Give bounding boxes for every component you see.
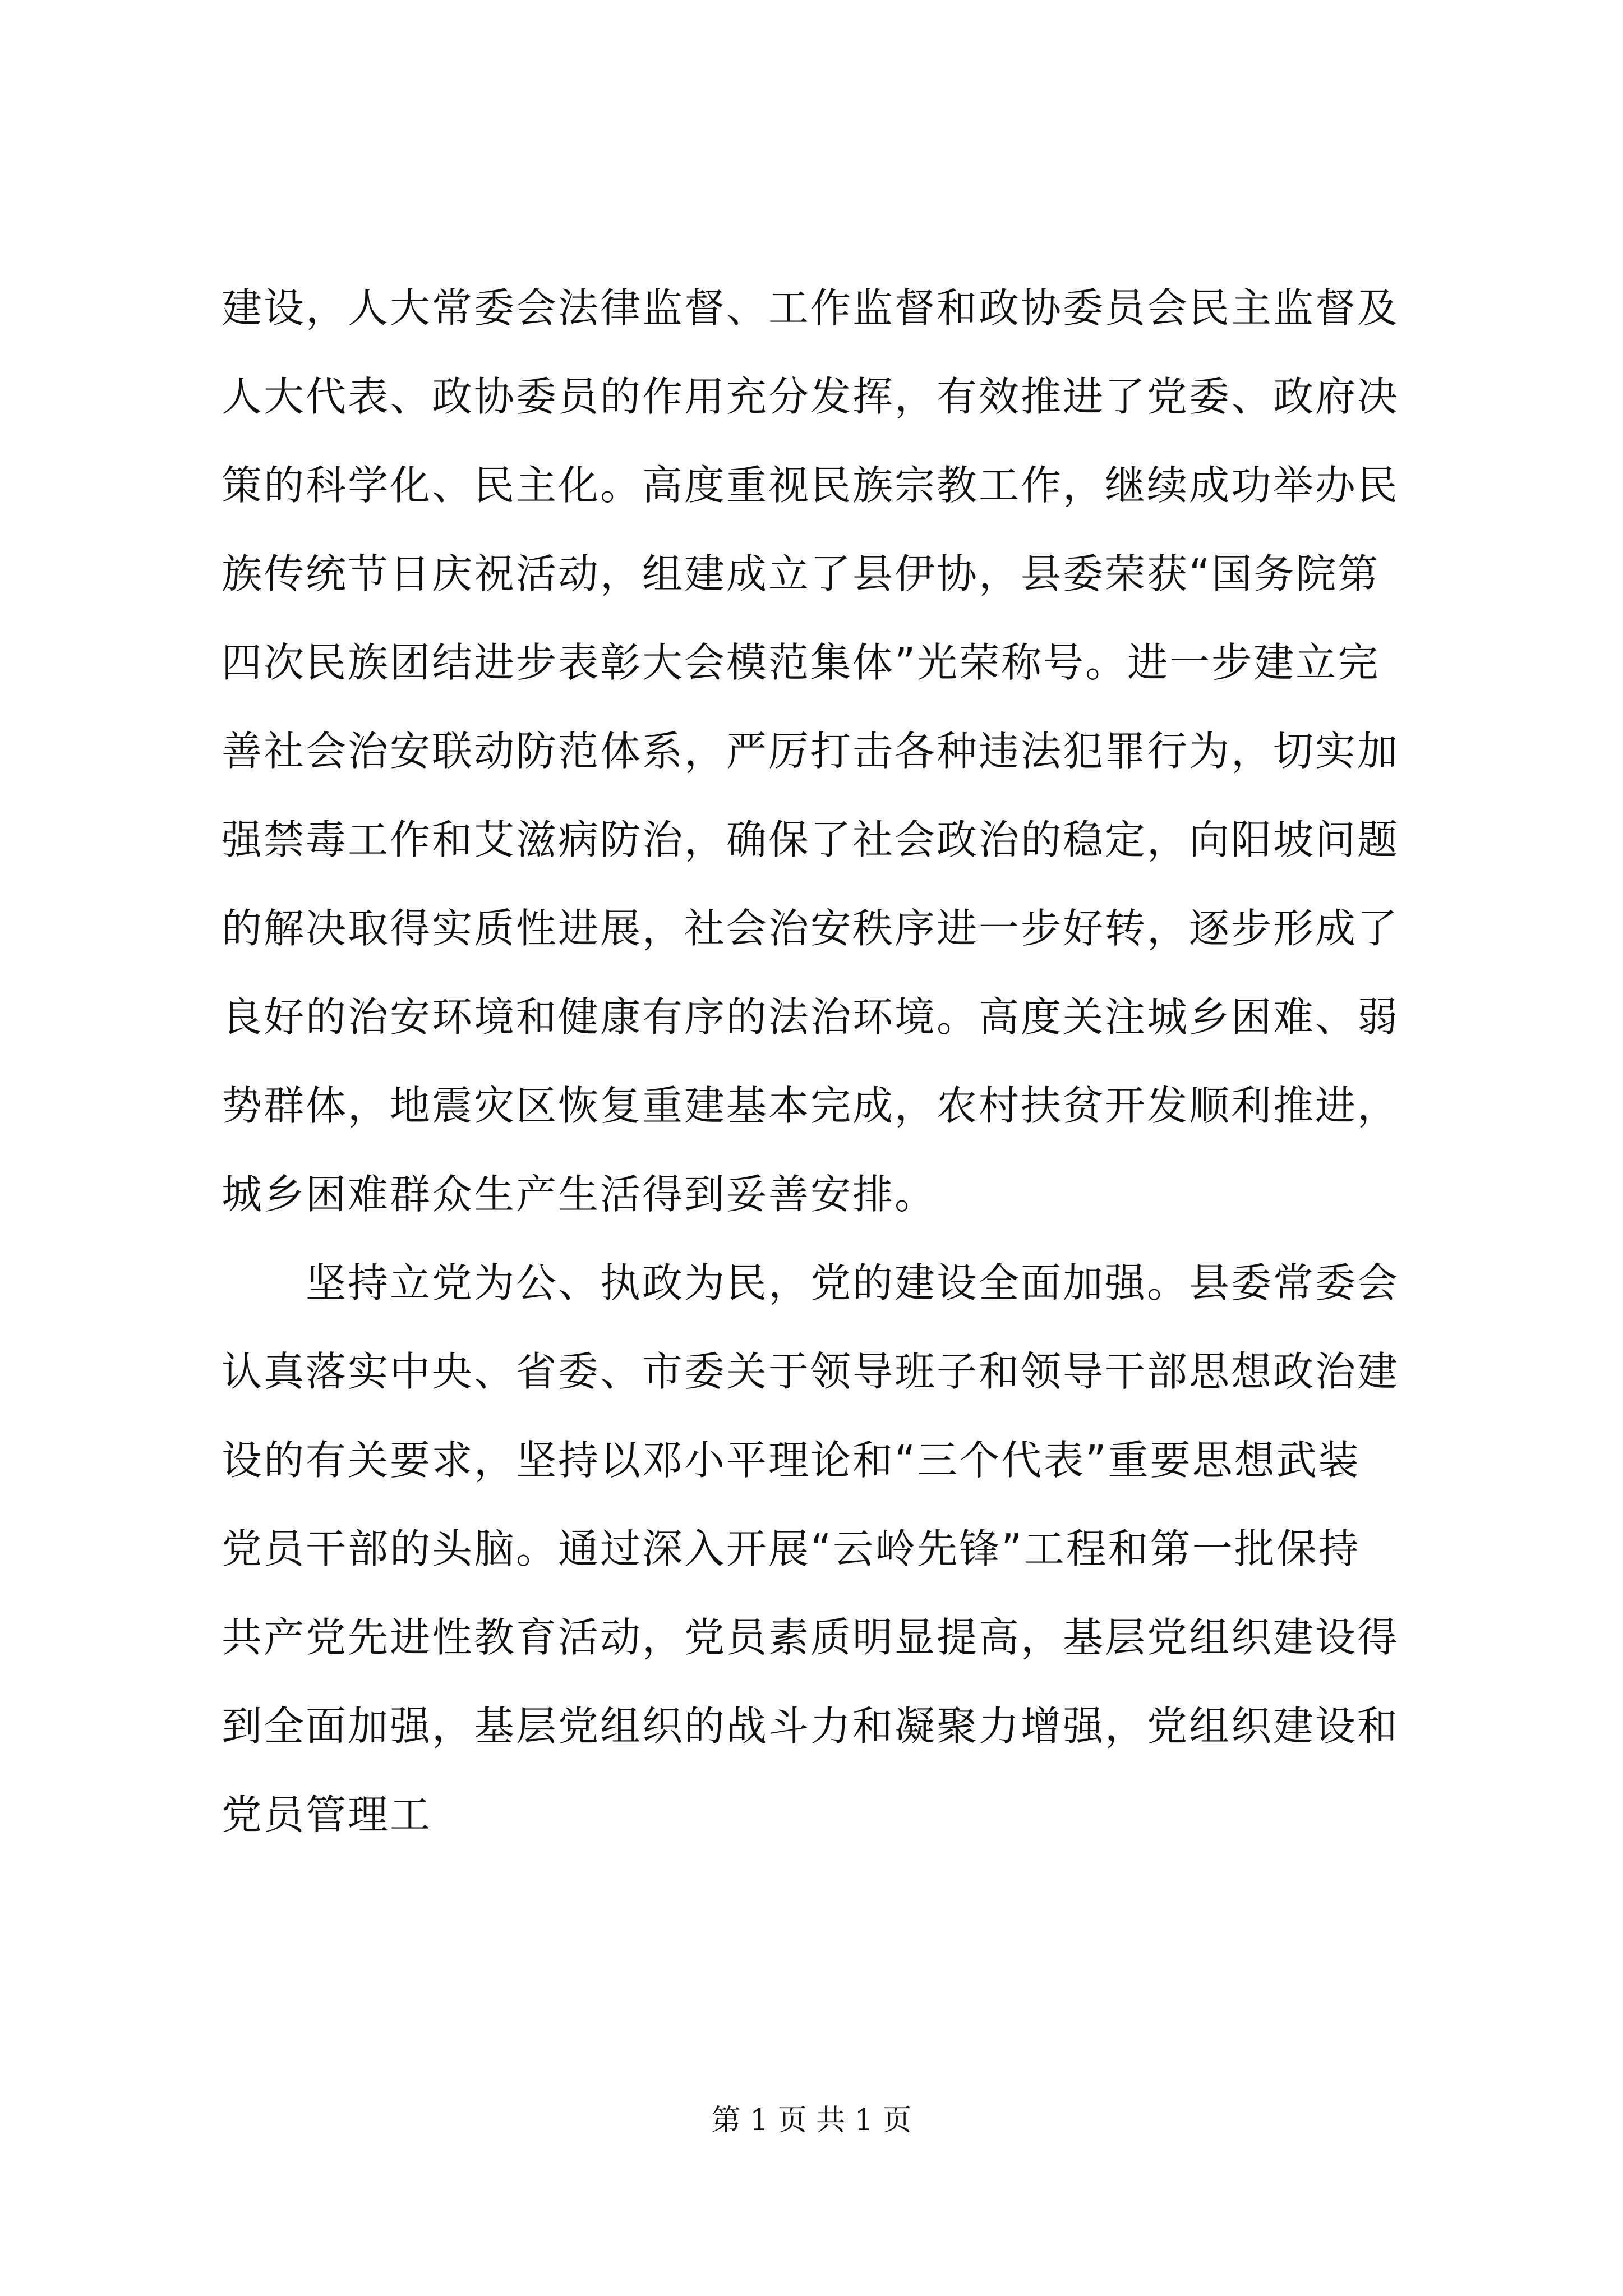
text-line: 善社会治安联动防范体系，严厉打击各种违法犯罪行为，切实加	[222, 728, 1400, 775]
page-footer	[0, 2101, 1623, 2140]
text-line: 到全面加强，基层党组织的战斗力和凝聚力增强，党组织建设和	[222, 1703, 1400, 1750]
text-line: 坚持立党为公、执政为民，党的建设全面加强。县委常委会	[222, 1259, 1400, 1306]
text-line: 党员管理工	[222, 1791, 432, 1838]
text-line: 认真落实中央、省委、市委关于领导班子和领导干部思想政治建	[222, 1348, 1400, 1395]
text-line: 党员干部的头脑。通过深入开展“云岭先锋”工程和第一批保持	[222, 1525, 1361, 1572]
text-line: 势群体，地震灾区恢复重建基本完成，农村扶贫开发顺利推进，	[222, 1082, 1400, 1129]
text-line: 建设，人大常委会法律监督、工作监督和政协委员会民主监督及	[222, 284, 1400, 332]
text-line: 良好的治安环境和健康有序的法治环境。高度关注城乡困难、弱	[222, 993, 1400, 1041]
page-number: 第 1 页 共 1 页	[711, 2104, 912, 2137]
text-line: 族传统节日庆祝活动，组建成立了县伊协，县委荣获“国务院第	[222, 550, 1380, 597]
text-line: 人大代表、政协委员的作用充分发挥，有效推进了党委、政府决	[222, 373, 1400, 420]
text-line: 强禁毒工作和艾滋病防治，确保了社会政治的稳定，向阳坡问题	[222, 816, 1400, 863]
text-line: 设的有关要求，坚持以邓小平理论和“三个代表”重要思想武装	[222, 1437, 1361, 1484]
text-line: 策的科学化、民主化。高度重视民族宗教工作，继续成功举办民	[222, 462, 1400, 509]
body-text	[222, 264, 1405, 1859]
text-line: 的解决取得实质性进展，社会治安秩序进一步好转，逐步形成了	[222, 905, 1400, 952]
text-line: 四次民族团结进步表彰大会模范集体”光荣称号。进一步建立完	[222, 639, 1380, 686]
text-line: 城乡困难群众生产生活得到妥善安排。	[222, 1171, 937, 1218]
text-line: 共产党先进性教育活动，党员素质明显提高，基层党组织建设得	[222, 1614, 1400, 1661]
